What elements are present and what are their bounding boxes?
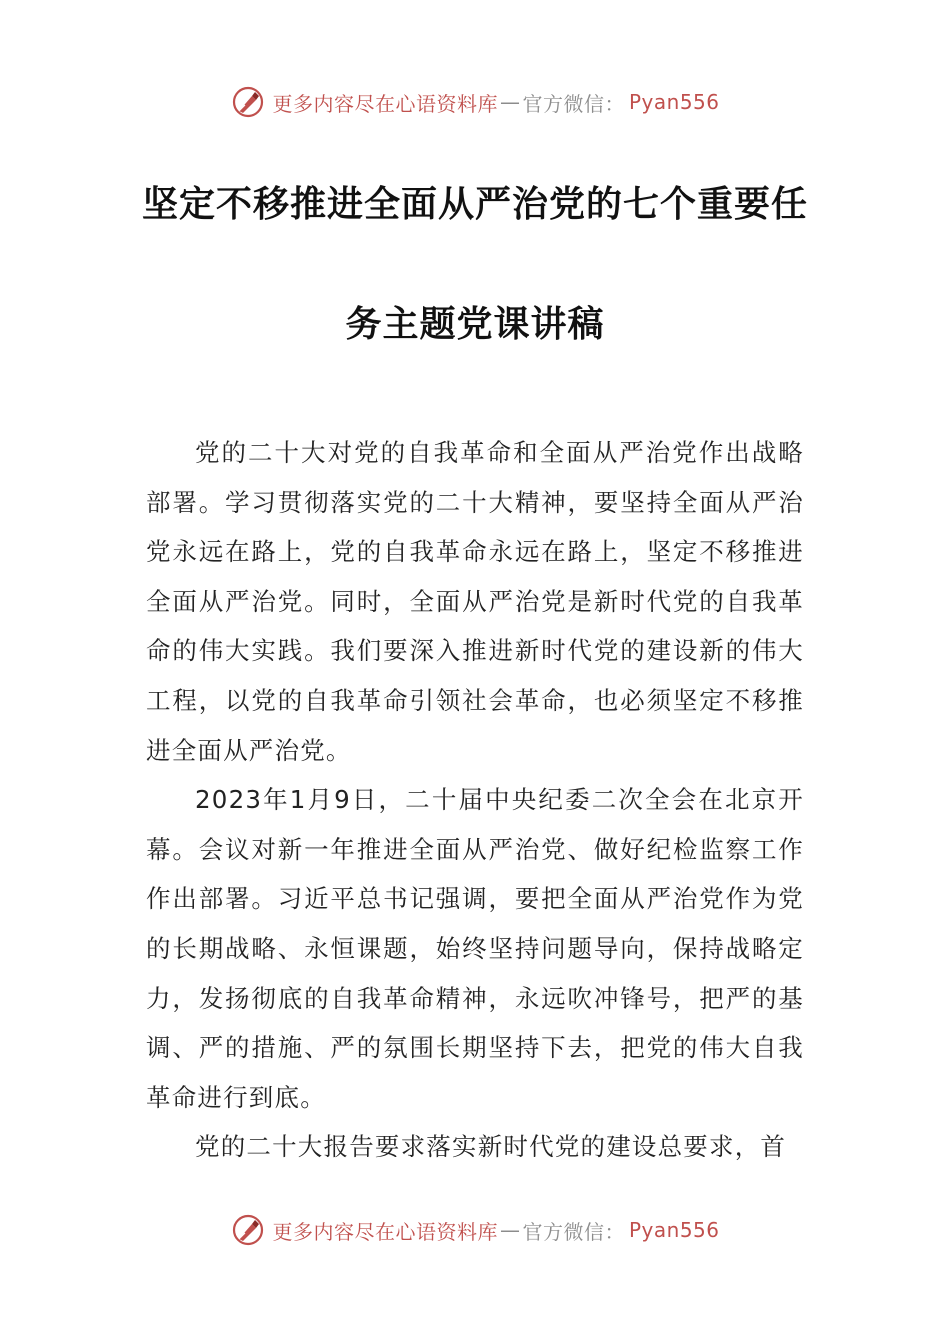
- watermark-wechat-label: 官方微信：: [522, 1219, 625, 1244]
- pen-nib-logo-icon: [230, 1212, 266, 1248]
- header-watermark: [0, 82, 950, 122]
- document-title-line-1: 坚定不移推进全面从严治党的七个重要任: [141, 184, 808, 225]
- watermark-brand-name: 更多内容尽在心语资料库: [272, 1219, 498, 1244]
- document-title-line-2: 务主题党课讲稿: [345, 304, 605, 345]
- watermark-separator: —: [499, 90, 521, 114]
- body-paragraph: 2023年1月9日，二十届中央纪委二次全会在北京开幕。会议对新一年推进全面从严治党、做好纪检监察工作作出部署。习近平总书记强调，要把全面从严治党作为党的长期战略、永恒课题，始终坚持问题导向，保持战略定力，发扬彻底的自我革命精神，永远吹冲锋号，把严的基调、严的措施、严的氛围长期坚持下去，把党的伟大自我革命进行到底。: [146, 785, 804, 1112]
- body-paragraph: 党的二十大报告要求落实新时代党的建设总要求，首: [195, 1132, 787, 1162]
- watermark-wechat-id: Pyan556: [628, 1218, 720, 1242]
- watermark-brand-name: 更多内容尽在心语资料库: [272, 91, 498, 116]
- watermark-wechat-label: 官方微信：: [522, 91, 625, 116]
- watermark-wechat-id: Pyan556: [628, 90, 720, 114]
- document-body: [146, 428, 804, 1172]
- pen-nib-logo-icon: [230, 84, 266, 120]
- footer-watermark: [0, 1210, 950, 1250]
- body-paragraph: 党的二十大对党的自我革命和全面从严治党作出战略部署。学习贯彻落实党的二十大精神，要坚持全面从严治党永远在路上，党的自我革命永远在路上，坚定不移推进全面从严治党。同时，全面从严治党是新时代党的自我革命的伟大实践。我们要深入推进新时代党的建设新的伟大工程，以党的自我革命引领社会革命，也必须坚定不移推进全面从严治党。: [146, 438, 804, 765]
- watermark-separator: —: [499, 1218, 521, 1242]
